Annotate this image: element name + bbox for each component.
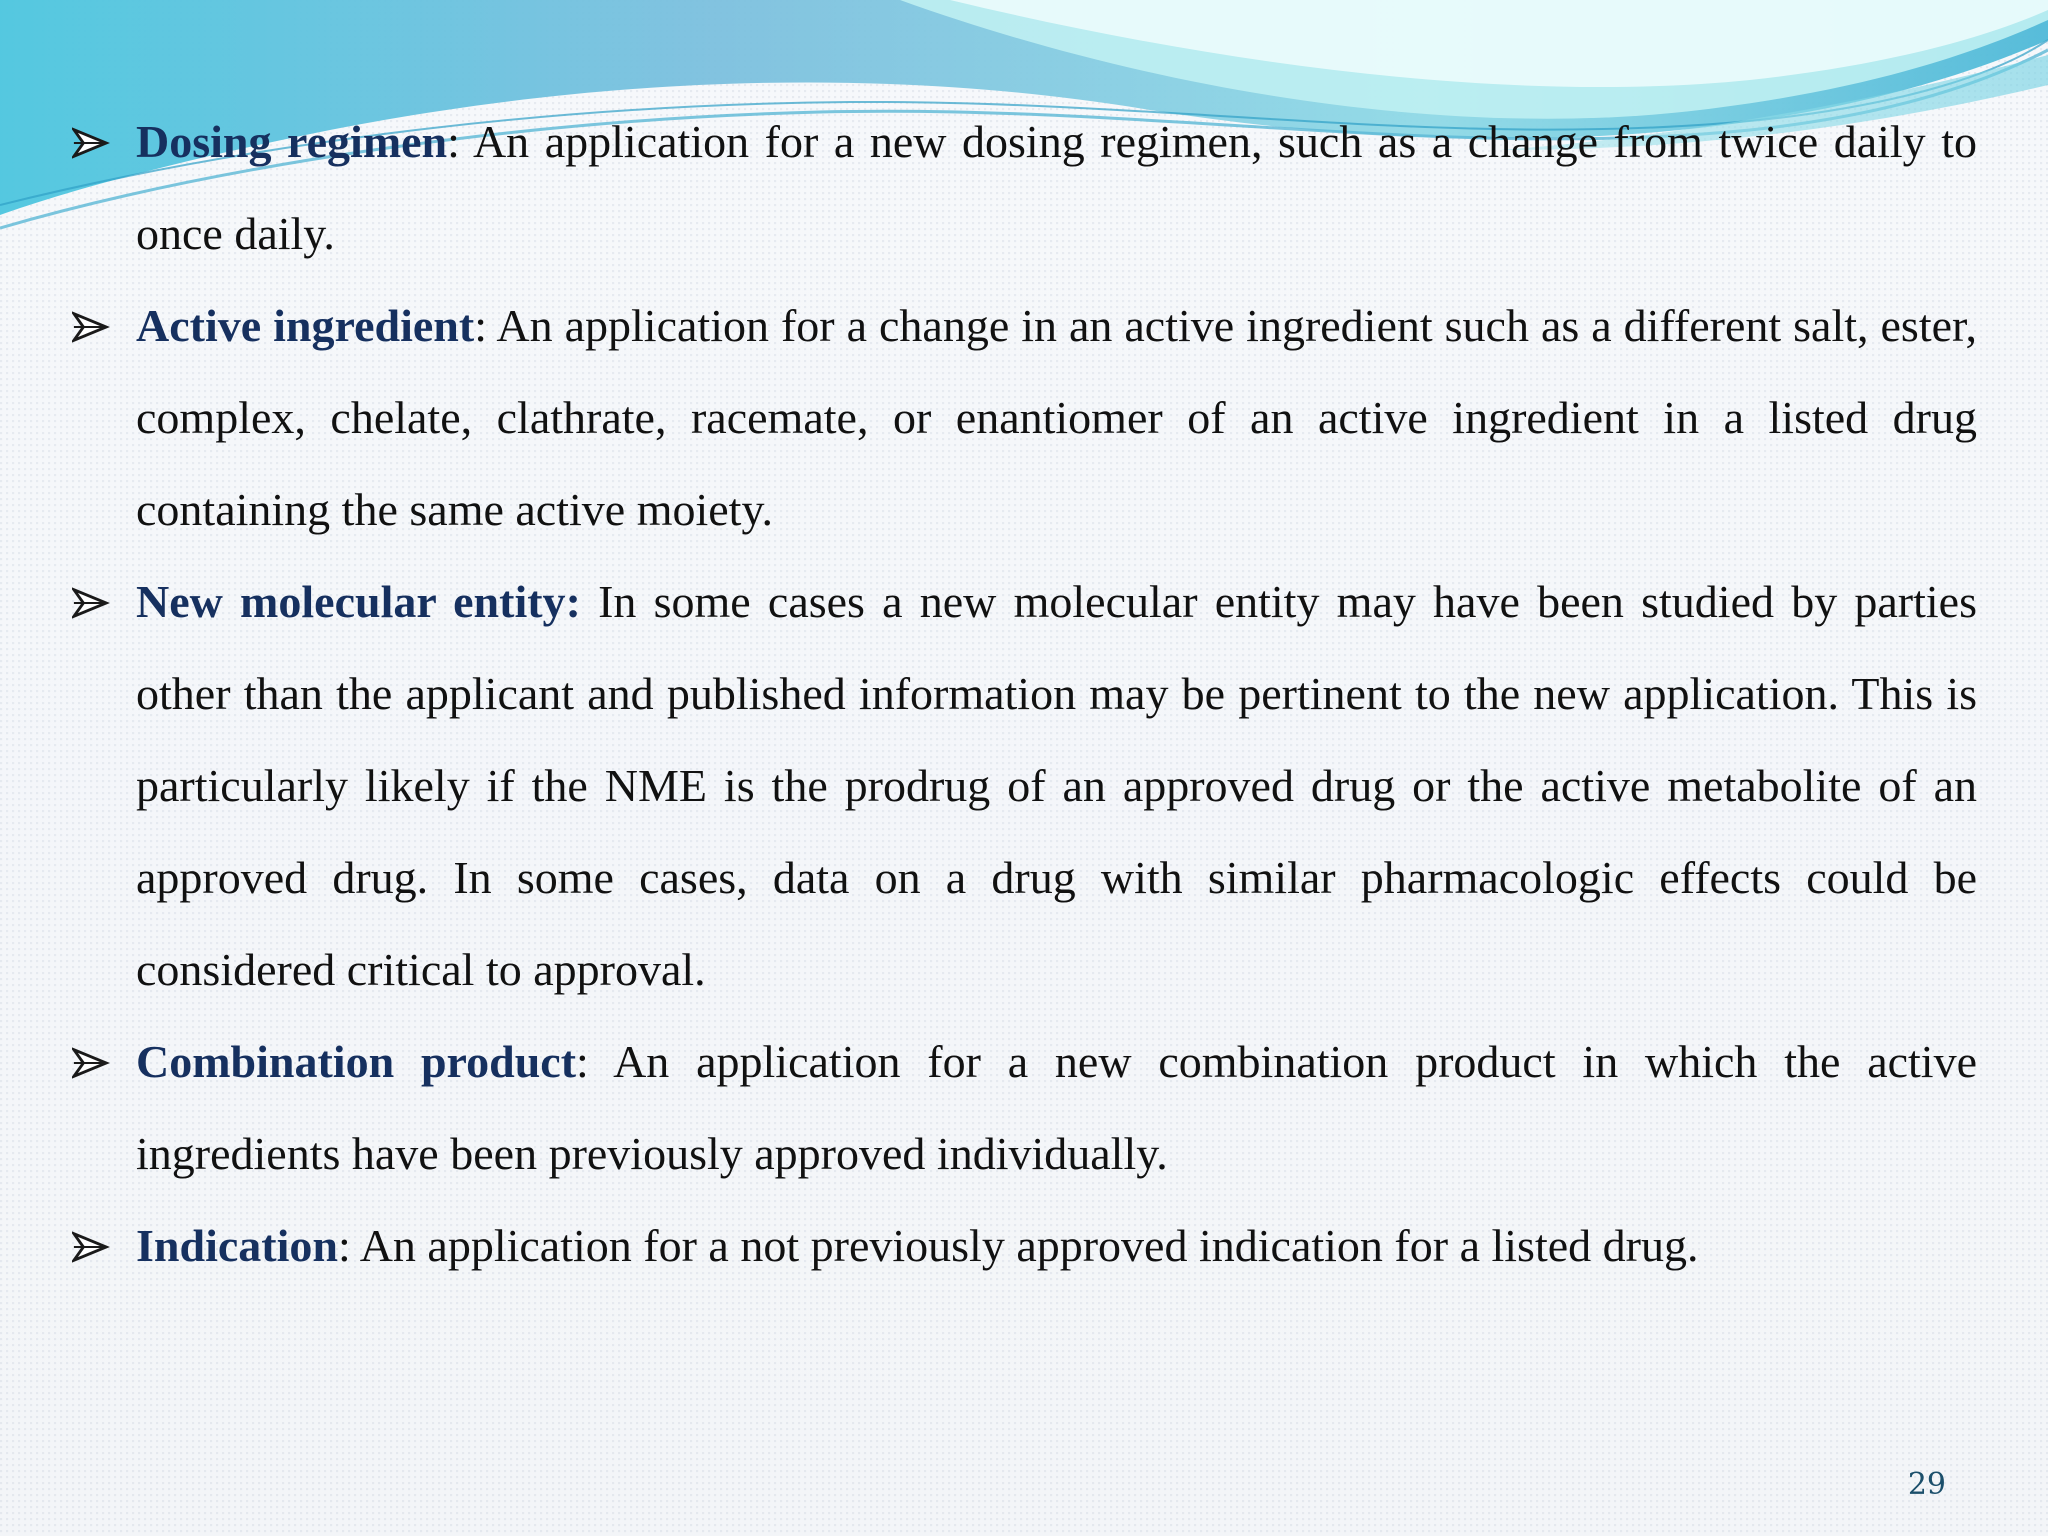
bullet-term: Dosing regimen (136, 116, 448, 167)
arrowhead-bullet-icon (72, 308, 110, 346)
bullet-text: An application for a change in an active ingredient such as a different salt, ester, complex, chelate, clathrate, racemate, or enantiomer of an active ingredient in a listed drug containing the same active moiety. (136, 300, 1977, 535)
page-number: 29 (1907, 1467, 1946, 1502)
bullet-separator: : (576, 1036, 589, 1087)
bullet-separator: : (337, 1220, 351, 1271)
bullet-list (72, 96, 1977, 1292)
arrowhead-bullet-icon (72, 124, 110, 162)
arrowhead-bullet-icon (72, 584, 110, 622)
bullet-new-molecular-entity (72, 556, 1977, 1016)
bullet-term: New molecular entity (136, 576, 566, 627)
arrowhead-bullet-icon (72, 1044, 110, 1082)
bullet-active-ingredient (72, 280, 1977, 556)
bullet-text: An application for a not previously approved indication for a listed drug. (350, 1220, 1699, 1271)
bullet-term: Active ingredient (136, 300, 475, 351)
bullet-separator: : (565, 576, 581, 627)
bullet-term: Combination product (136, 1036, 577, 1087)
bullet-text: In some cases a new molecular entity may have been studied by parties other than the applicant and published information may be pertinent to the new application. This is particularly likely if the NME is the prodrug of an approved drug or the active metabolite of an approved drug. In some cases, data on a drug with similar pharmacologic effects could be considered critical to approval. (136, 576, 1978, 995)
bullet-text: An application for a new combination product in which the active ingredients have been previously approved individually. (136, 1036, 1978, 1179)
bullet-text: An application for a new dosing regimen, such as a change from twice daily to once daily. (136, 116, 1978, 259)
bullet-separator: : (474, 300, 487, 351)
arrowhead-bullet-icon (72, 1228, 110, 1266)
bullet-term: Indication (136, 1220, 338, 1271)
bullet-dosing-regimen (72, 96, 1977, 280)
bullet-combination-product (72, 1016, 1977, 1200)
bullet-indication (72, 1200, 1977, 1292)
bullet-separator: : (447, 116, 460, 167)
